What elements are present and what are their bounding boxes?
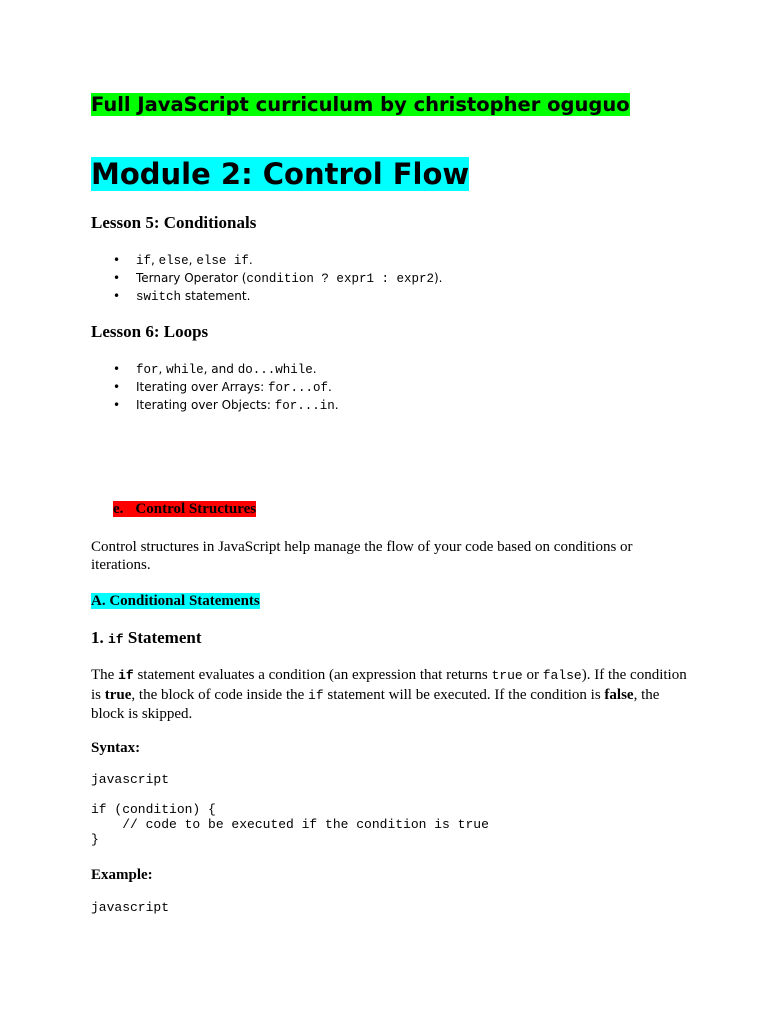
code-else-if: else if: [196, 254, 249, 268]
inline-code: if: [308, 687, 324, 703]
code-for: for: [136, 363, 159, 377]
syntax-code-block: [91, 802, 489, 847]
lesson-5-heading: Lesson 5: Conditionals: [91, 213, 257, 232]
bullet-icon: •: [113, 362, 121, 376]
separator: .: [312, 362, 317, 376]
if-paragraph: [91, 666, 691, 724]
list-item: [91, 269, 442, 287]
code-for-in: for...in: [274, 399, 335, 413]
item-text: ).: [433, 271, 443, 285]
para-text: The: [91, 667, 119, 683]
code-line: if (condition) {: [91, 802, 216, 817]
code-else: else: [158, 254, 189, 268]
list-item: [91, 360, 339, 378]
para-text: ). If the condition is: [91, 667, 687, 703]
code-line: }: [91, 832, 99, 847]
item-text: .: [328, 380, 332, 394]
para-text: or: [522, 667, 543, 683]
separator: , and: [203, 362, 238, 376]
code-line: // code to be executed if the condition is true: [91, 817, 489, 832]
heading-code: if: [108, 632, 124, 647]
if-statement-heading: [91, 627, 202, 651]
syntax-language-label: javascript: [91, 772, 170, 787]
bullet-icon: •: [113, 289, 121, 303]
bold-text: true: [104, 686, 132, 703]
intro-paragraph: Control structures in JavaScript help manage the flow of your code based on conditions or iterations.: [91, 539, 633, 573]
heading-label: Statement: [123, 628, 202, 647]
example-language-label: javascript: [91, 900, 170, 915]
item-text: Ternary Operator (: [136, 271, 247, 285]
code-do-while: do...while: [237, 363, 313, 377]
control-structures-highlight: [113, 501, 256, 517]
code-if: if: [136, 254, 152, 268]
curriculum-title-text: Full JavaScript curriculum by christopher oguguo: [91, 93, 630, 116]
module-title: [91, 156, 469, 192]
lesson-6-heading: Lesson 6: Loops: [91, 322, 209, 341]
conditional-statements-text: A. Conditional Statements: [91, 593, 260, 609]
inline-code: false: [542, 668, 582, 683]
code-switch: switch: [136, 290, 182, 304]
para-text: , the block of code inside the: [131, 686, 309, 703]
inline-code: true: [491, 668, 523, 683]
list-item: [91, 287, 442, 305]
conditional-statements-heading: [91, 591, 260, 611]
para-text: statement evaluates a condition (an expression that returns: [133, 667, 492, 683]
separator: ,: [158, 362, 167, 376]
bullet-icon: •: [113, 271, 121, 285]
example-label: Example:: [91, 867, 153, 883]
bullet-icon: •: [113, 380, 121, 394]
list-item: [91, 251, 442, 269]
separator: ,: [151, 253, 159, 267]
separator: .: [248, 253, 253, 267]
para-text: statement will be executed. If the condition is: [323, 686, 605, 703]
separator: ,: [188, 253, 197, 267]
code-while: while: [166, 363, 204, 377]
section-number: e.: [113, 501, 124, 517]
list-item: [91, 396, 339, 414]
syntax-label: Syntax:: [91, 740, 141, 756]
item-text: Iterating over Arrays:: [136, 380, 268, 394]
heading-number: 1.: [91, 628, 108, 647]
item-text: statement.: [181, 289, 251, 303]
bold-text: false: [604, 686, 634, 703]
item-text: Iterating over Objects:: [136, 398, 275, 412]
inline-code: if: [118, 668, 134, 683]
section-label: Control Structures: [135, 501, 257, 517]
bullet-icon: •: [113, 398, 121, 412]
code-for-of: for...of: [268, 381, 329, 395]
curriculum-title: [91, 91, 630, 119]
lesson-6-list: [91, 360, 339, 414]
code-ternary: condition ? expr1 : expr2: [246, 272, 434, 286]
item-text: .: [334, 398, 339, 412]
lesson-5-list: [91, 251, 442, 305]
para-text: , the block is skipped.: [91, 686, 660, 722]
module-title-text: Module 2: Control Flow: [91, 157, 470, 191]
control-structures-heading: [113, 499, 256, 519]
bullet-icon: •: [113, 253, 121, 267]
list-item: [91, 378, 339, 396]
